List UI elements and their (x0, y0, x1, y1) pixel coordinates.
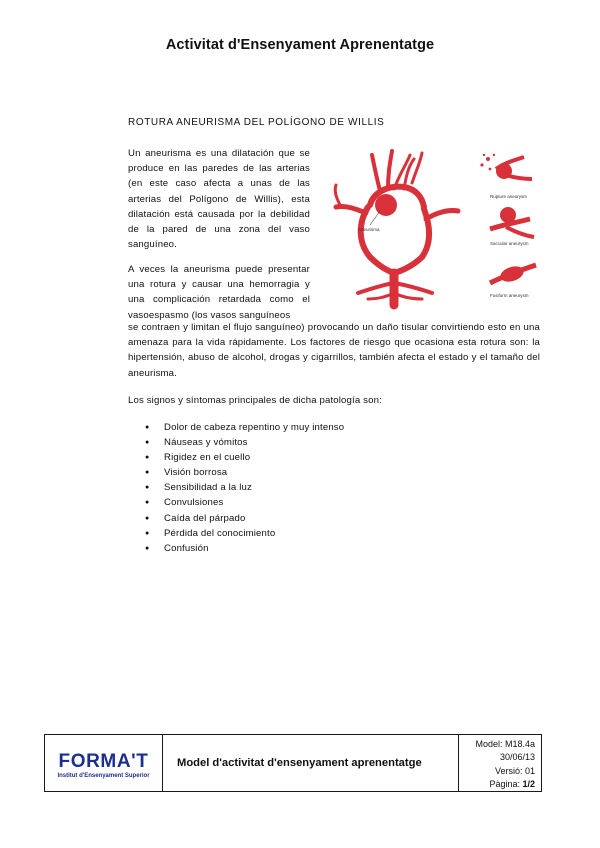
rupture-aneurysm-illustration (480, 154, 532, 199)
section-heading: ROTURA ANEURISMA DEL POLÍGONO DE WILLIS (128, 117, 385, 128)
label-rupture: Rupture aneurysm (490, 194, 528, 199)
institution-logo (45, 735, 163, 791)
symptoms-list (128, 420, 344, 556)
symptom-item: ● Caída del párpado (128, 511, 344, 526)
page-value: 1/2 (522, 778, 535, 789)
symptom-item: ● Sensibilidad a la luz (128, 480, 344, 495)
page-number (459, 778, 535, 791)
symptom-item: ● Confusión (128, 541, 344, 556)
symptom-item: ● Convulsiones (128, 495, 344, 510)
symptom-item: ● Visión borrosa (128, 465, 344, 480)
model-date: 30/06/13 (499, 752, 535, 763)
logo-subtitle: Institut d'Ensenyament Superior (57, 773, 150, 779)
page-title: Activitat d'Ensenyament Aprenentatge (165, 37, 435, 53)
page-label: Pàgina: (489, 778, 520, 789)
model-title: Model d'activitat d'ensenyament aprenentatge (163, 735, 459, 791)
label-fusiform: Fusiform aneurysm (490, 293, 529, 298)
saccular-aneurysm-illustration (490, 207, 534, 246)
symptom-item: ● Náuseas y vómitos (128, 435, 344, 450)
document-meta (459, 735, 541, 791)
label-aneurysm: Aneurisma (358, 227, 380, 232)
paragraph-rupture-start: A veces la aneurisma puede presentar una rotura y causar una hemorragia y una complicación retardada como el vasoespasmo (los vasos sanguíneos (128, 264, 310, 321)
paragraph-symptoms-intro: Los signos y síntomas principales de dicha patología son: (128, 395, 382, 406)
circle-of-willis-vessels (335, 151, 458, 305)
paragraph-definition: Un aneurisma es una dilatación que se produce en las paredes de las arterias (en este caso afecta a unas de las arterias del Polígono de Willis), esta dilatación está causada por la debilidad de la pared de una zona del vaso sanguíneo. (128, 148, 310, 251)
fusiform-aneurysm-illustration (490, 264, 536, 298)
logo-wordmark: FORMA'T (58, 751, 149, 772)
circle-of-willis-illustration (330, 143, 546, 315)
label-saccular: Saccular aneurysm (490, 241, 529, 246)
paragraph-rupture-continued: se contraen y limitan el flujo sanguíneo) provocando un daño tisular convirtiendo esto en una amenaza para la vida rápidamente. Los factores de riesgo que ocasiona esta rotura son: la hipertensión, abuso de alcohol, drogas y cigarrillos, también afecta el estado y el tamaño del aneurisma. (128, 322, 540, 379)
symptom-item: ● Rigidez en el cuello (128, 450, 344, 465)
symptom-item: ● Dolor de cabeza repentino y muy intenso (128, 420, 344, 435)
symptom-item: ● Pérdida del conocimiento (128, 526, 344, 541)
aneurysm-diagram (330, 143, 546, 315)
model-version: Versió: 01 (494, 765, 535, 776)
aneurysm-bulge (375, 194, 397, 216)
document-footer (44, 734, 542, 792)
model-code: Model: M18.4a (475, 739, 535, 749)
